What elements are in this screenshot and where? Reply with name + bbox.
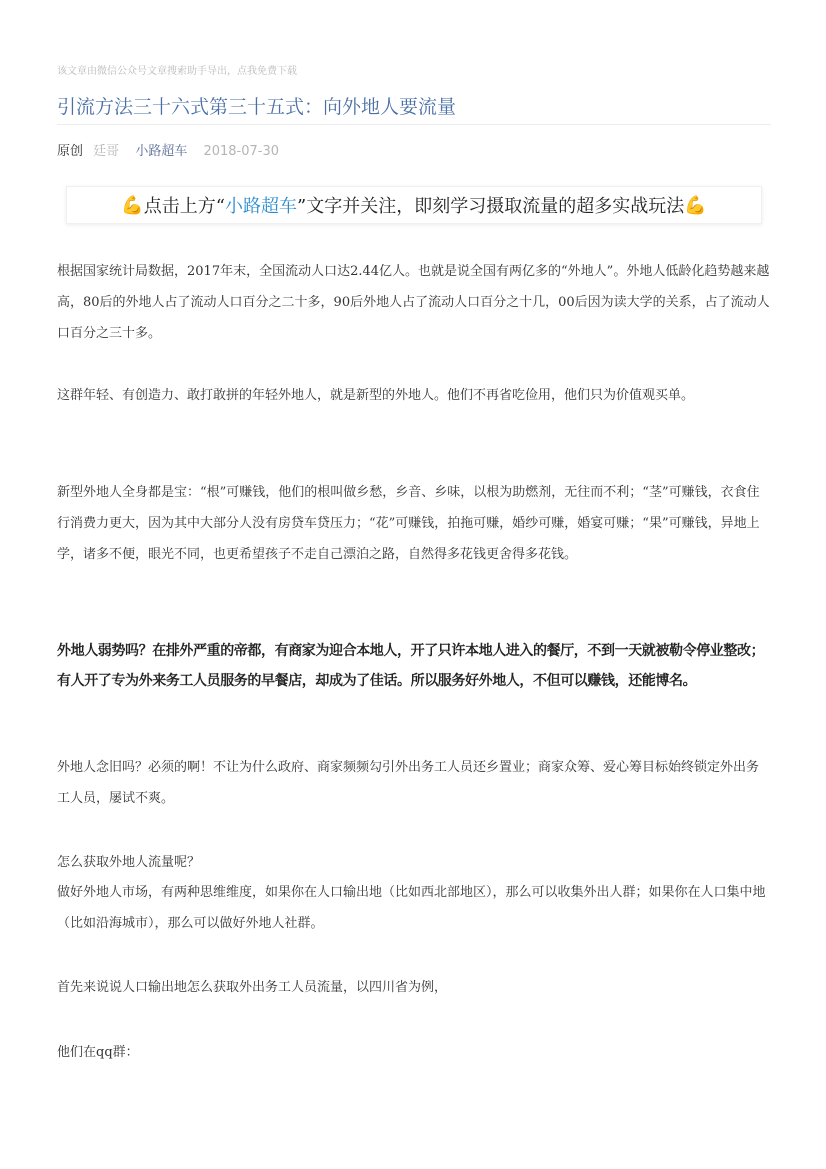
flexed-biceps-icon: 💪 (684, 194, 707, 216)
banner-suffix: ”文字并关注，即刻学习摄取流量的超多实战玩法 (297, 196, 685, 217)
paragraph: 这群年轻、有创造力、敢打敢拼的年轻外地人，就是新型的外地人。他们不再省吃俭用，他们只为价值观买单。 (57, 388, 695, 403)
paragraph: 新型外地人全身都是宝：“根”可赚钱，他们的根叫做乡愁，乡音、乡味，以根为助燃剂，无往而不利；“茎”可赚钱，衣食住行消费力更大，因为其中大部分人没有房贷车贷压力；“花”可赚钱，拍拖可赚，婚纱可赚，婚宴可赚；“果”可赚钱，异地上学，诸多不便，眼光不同，也更希望孩子不走自己漂泊之路，自然得多花钱更舍得多花钱。 (57, 485, 760, 562)
account-link[interactable]: 小路超车 (135, 144, 188, 159)
publish-date: 2018-07-30 (203, 144, 280, 159)
banner-prefix: 点击上方“ (143, 196, 225, 217)
flexed-biceps-icon: 💪 (121, 194, 144, 216)
paragraph: 做好外地人市场，有两种思维维度，如果你在人口输出地（比如西北部地区），那么可以收集外出人群；如果你在人口集中地（比如沿海城市），那么可以做好外地人社群。 (57, 885, 766, 931)
author-name: 廷哥 (93, 144, 120, 159)
paragraph: 他们在qq群： (57, 1045, 139, 1060)
paragraph: 首先来说说人口输出地怎么获取外出务工人员流量，以四川省为例， (57, 980, 448, 995)
bold-paragraph: 外地人弱势吗？在排外严重的帝都，有商家为迎合本地人，开了只许本地人进入的餐厅，不到一天就被勒令停业整改；有人开了专为外来务工人员服务的早餐店，却成为了佳话。所以服务好外地人，不但可以赚钱，还能博名。 (57, 643, 765, 689)
export-notice-link[interactable]: 该文章由微信公众号文章搜索助手导出，点我免费下载 (57, 66, 297, 77)
banner-account-link[interactable]: 小路超车 (225, 196, 297, 217)
article-meta (57, 140, 279, 159)
follow-banner (66, 186, 762, 224)
title-divider (57, 124, 771, 125)
original-tag: 原创 (57, 144, 84, 159)
paragraph: 根据国家统计局数据，2017年末，全国流动人口达2.44亿人。也就是说全国有两亿多的“外地人”。外地人低龄化趋势越来越高，80后的外地人占了流动人口百分之二十多，90后外地人占了流动人口百分之十几，00后因为读大学的关系，占了流动人口百分之三十多。 (57, 264, 770, 341)
article-title: 引流方法三十六式第三十五式：向外地人要流量 (57, 96, 457, 118)
paragraph: 外地人念旧吗？必须的啊！不让为什么政府、商家频频勾引外出务工人员还乡置业；商家众筹、爱心筹目标始终锁定外出务工人员，屡试不爽。 (57, 760, 760, 806)
paragraph: 怎么获取外地人流量呢？ (57, 855, 201, 870)
